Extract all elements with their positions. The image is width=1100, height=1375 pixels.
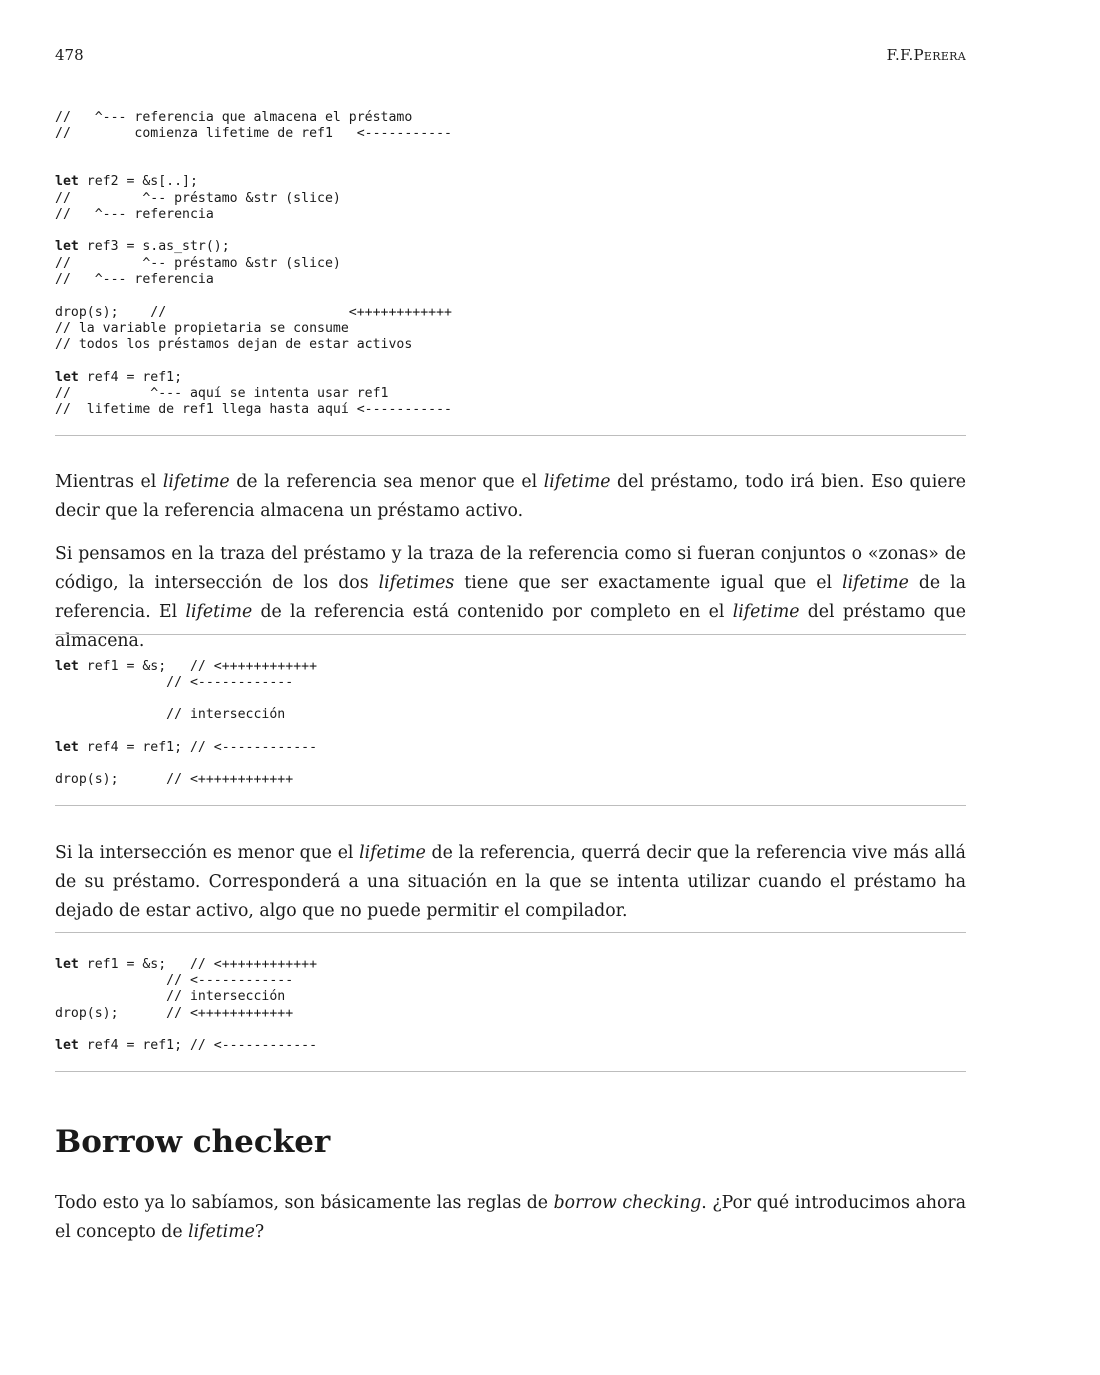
code-line: let ref1 = &s; // <++++++++++++ [55, 957, 318, 972]
code-line: // intersección [55, 707, 286, 722]
paragraph-intersection: Si pensamos en la traza del préstamo y la traza de la referencia como si fueran conjuntos o «zonas» de código, la intersección de los dos lifetimes tiene que ser exactamente igual que el lifetime de la referencia. El lifetime de la referencia está contenido por completo en el lifetime del préstamo que almacena. [55, 544, 967, 651]
code-block-divider [55, 1071, 966, 1072]
code-block-lifetimes [55, 110, 966, 420]
code-line: // ^--- referencia que almacena el préstamo [55, 110, 413, 125]
code-block-valid-intersection [55, 659, 966, 799]
code-line: drop(s); // <++++++++++++ [55, 772, 294, 787]
page-header [55, 46, 966, 70]
code-line: drop(s); // <++++++++++++ [55, 1006, 294, 1021]
code-block-divider [55, 805, 966, 806]
code-line: let ref4 = ref1; // <------------ [55, 740, 318, 755]
code-line: // lifetime de ref1 llega hasta aquí <----------- [55, 402, 452, 417]
section-heading-borrow-checker: Borrow checker [55, 1124, 331, 1160]
code-line: // ^-- préstamo &str (slice) [55, 256, 341, 271]
paragraph-lifetime-intro: Mientras el lifetime de la referencia sea menor que el lifetime del préstamo, todo irá bien. Eso quiere decir que la referencia almacena un préstamo activo. [55, 472, 966, 521]
page-number: 478 [55, 46, 84, 64]
code-line: // la variable propietaria se consume [55, 321, 349, 336]
code-line: // ^--- referencia [55, 272, 214, 287]
code-line: let ref4 = ref1; // <------------ [55, 1038, 318, 1053]
code-line: // comienza lifetime de ref1 <----------- [55, 126, 452, 141]
code-block-divider [55, 435, 966, 436]
code-block-invalid-intersection [55, 957, 966, 1057]
paragraph-borrow-checking: Todo esto ya lo sabíamos, son básicamente las reglas de borrow checking. ¿Por qué introducimos ahora el concepto de lifetime? [55, 1193, 966, 1242]
code-line: let ref4 = ref1; [55, 370, 183, 385]
paragraph-invalid-intersection: Si la intersección es menor que el lifetime de la referencia, querrá decir que la referencia vive más allá de su préstamo. Corresponderá a una situación en la que se intenta utilizar cuando el préstamo ha dejado de estar activo, algo que no puede permitir el compilador. [55, 843, 966, 921]
code-line: // ^--- referencia [55, 207, 214, 222]
code-line: let ref3 = s.as_str(); [55, 239, 230, 254]
code-line: let ref1 = &s; // <++++++++++++ [55, 659, 318, 674]
code-line: // intersección [55, 989, 286, 1004]
code-block-divider [55, 932, 966, 933]
code-line: // <------------ [55, 973, 294, 988]
code-line: // ^--- aquí se intenta usar ref1 [55, 386, 389, 401]
code-block-divider [55, 634, 966, 635]
code-line: // <------------ [55, 675, 294, 690]
code-line: // todos los préstamos dejan de estar activos [55, 337, 413, 352]
code-line: // ^-- préstamo &str (slice) [55, 191, 341, 206]
code-line: let ref2 = &s[..]; [55, 174, 198, 189]
code-line: drop(s); // <++++++++++++ [55, 305, 452, 320]
running-header-author: F.F.Perera [886, 46, 966, 64]
